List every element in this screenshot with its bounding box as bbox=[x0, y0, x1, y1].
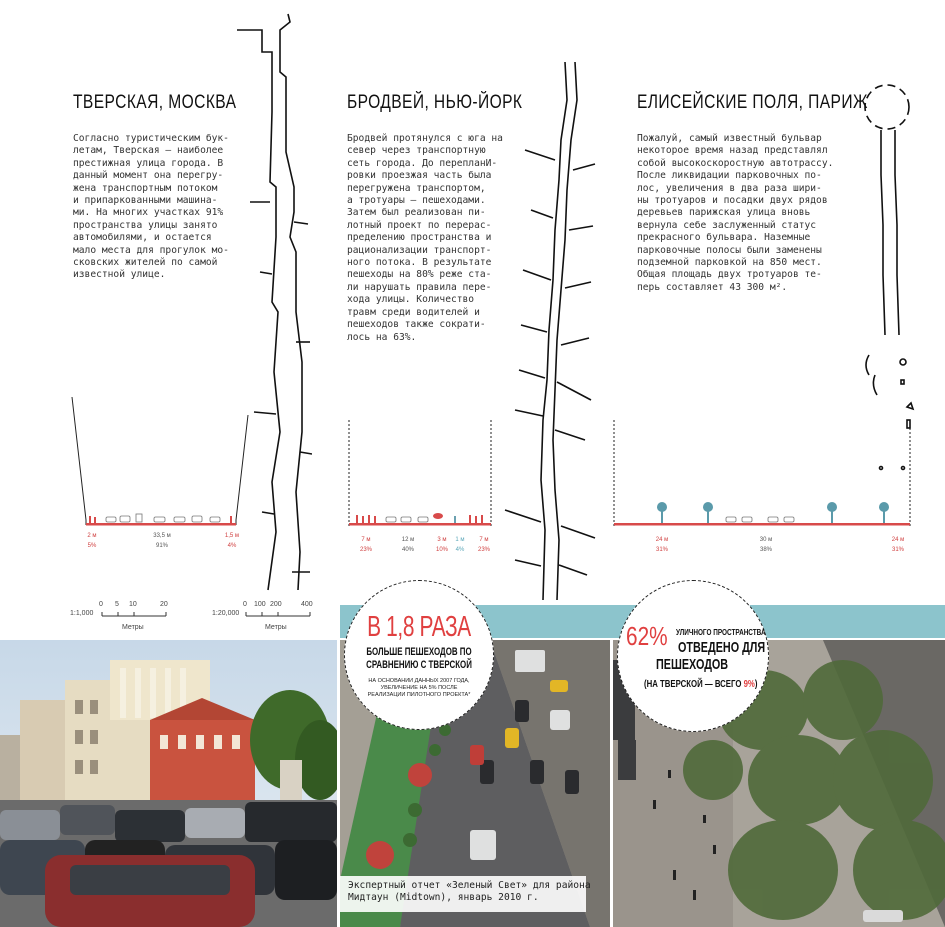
broadway-w2: 12 м bbox=[401, 537, 415, 543]
scale1-unit: Метры bbox=[122, 624, 144, 631]
scale2-unit: Метры bbox=[265, 624, 287, 631]
callout-broadway-note: НА ОСНОВАНИИ ДАННЫХ 2007 ГОДА, УВЕЛИЧЕНИЕ НА 5% ПОСЛЕ РЕАЛИЗАЦИИ ПИЛОТНОГО ПРОЕКТА* bbox=[367, 678, 471, 698]
tverskaya-text: Согласно туристическим бук- летам, Тверская – наиболее престижная улица города. В данный момент она перегру- жена транспортным потоком и припаркованными машина- ми. На многих участках 91% пространства улицы занято автомобилями, и остается мало места для прогулок мо- сковских жителей по самой известной улице. bbox=[73, 133, 229, 281]
callout-champs-note-pre: (НА ТВЕРСКОЙ — ВСЕГО bbox=[644, 679, 744, 690]
callout-broadway bbox=[344, 580, 494, 730]
scale1-tick-3: 20 bbox=[160, 601, 168, 608]
callout-champs-line3: ПЕШЕХОДОВ bbox=[656, 656, 729, 673]
champs-p2: 38% bbox=[759, 547, 772, 553]
broadway-p1: 23% bbox=[359, 547, 372, 553]
champs-title: ЕЛИСЕЙСКИЕ ПОЛЯ, ПАРИЖ bbox=[637, 92, 868, 113]
callout-champs-big: 62% bbox=[626, 621, 668, 651]
scale1-ratio: 1:1,000 bbox=[70, 610, 94, 617]
tverskaya-w2: 33,5 м bbox=[153, 533, 171, 539]
tverskaya-p3: 4% bbox=[227, 543, 237, 549]
scale2-tick-0: 0 bbox=[243, 601, 247, 608]
tverskaya-title: ТВЕРСКАЯ, МОСКВА bbox=[73, 92, 237, 113]
callout-champs-note-val: 9% bbox=[743, 679, 755, 690]
broadway-w5: 7 м bbox=[479, 537, 489, 543]
champs-text: Пожалуй, самый известный бульвар некоторое время назад представлял собой высокоскоростную автотрассу. После ликвидации парковочных по- лос, увеличения в два раза шири- ны тротуаров и посадки двух рядов деревьев парижская улица вновь вернула себе заслуженный статус прекрасного бульвара. Наземные парковочные полосы были заменены подземной парковкой на 850 мест. Общая площадь двух тротуаров те- перь составляет 43 300 м². bbox=[637, 133, 834, 293]
champs-p3: 31% bbox=[891, 547, 904, 553]
scale2-tick-1: 100 bbox=[254, 601, 266, 608]
champs-w3: 24 м bbox=[891, 537, 905, 543]
callout-champs-line1: УЛИЧНОГО ПРОСТРАНСТВА bbox=[676, 628, 766, 637]
champs-w1: 24 м bbox=[655, 537, 669, 543]
broadway-p2: 40% bbox=[401, 547, 414, 553]
broadway-p5: 23% bbox=[477, 547, 490, 553]
champs-p1: 31% bbox=[655, 547, 668, 553]
callout-broadway-line1: БОЛЬШЕ ПЕШЕХОДОВ ПО bbox=[366, 646, 472, 658]
broadway-section-diagram bbox=[344, 415, 504, 535]
callout-broadway-big: В 1,8 РАЗА bbox=[367, 611, 471, 643]
callout-champs-note-post: ) bbox=[754, 679, 758, 690]
scale2-ratio: 1:20,000 bbox=[212, 610, 240, 617]
broadway-photo-caption: Экспертный отчет «Зеленый Свет» для района Мидтаун (Midtown), январь 2010 г. bbox=[340, 876, 586, 912]
tverskaya-w3: 1,5 м bbox=[224, 533, 240, 539]
broadway-w3: 3 м bbox=[437, 537, 447, 543]
callout-broadway-line2: СРАВНЕНИЮ С ТВЕРСКОЙ bbox=[366, 659, 472, 671]
scale2-tick-3: 400 bbox=[301, 601, 313, 608]
callout-champs-line2: ОТВЕДЕНО ДЛЯ bbox=[678, 639, 766, 656]
champs-w2: 30 м bbox=[759, 537, 773, 543]
broadway-text: Бродвей протянулся с юга на север через транспортную сеть города. До перепланИ- ровки проезжая часть была перегружена транспортом, а тротуары – пешеходами. Затем был реализован пи- лотный проект по перерас- пределению пространства и рационализации транспорт- ного потока. В результате пешеходы на 80% реже ста- ли нарушать правила пере- хода улицы. Количество травм среди водителей и пешеходов также сократи- лось на 63%. bbox=[347, 133, 503, 343]
tverskaya-p1: 5% bbox=[87, 543, 97, 549]
broadway-w1: 7 м bbox=[361, 537, 371, 543]
scale1-tick-0: 0 bbox=[99, 601, 103, 608]
scale1-tick-1: 5 bbox=[115, 601, 119, 608]
tverskaya-plan-map bbox=[232, 12, 312, 592]
scale2-tick-2: 200 bbox=[270, 601, 282, 608]
tverskaya-w1: 2 м bbox=[87, 533, 97, 539]
broadway-w4: 1 м bbox=[455, 537, 465, 543]
champs-plan-map bbox=[855, 75, 925, 475]
broadway-plan-map bbox=[495, 60, 605, 605]
broadway-title: БРОДВЕЙ, НЬЮ-ЙОРК bbox=[347, 92, 523, 113]
broadway-p3: 10% bbox=[435, 547, 448, 553]
broadway-p4: 4% bbox=[455, 547, 465, 553]
tverskaya-photo bbox=[0, 640, 337, 927]
scale1-tick-2: 10 bbox=[129, 601, 137, 608]
callout-champs bbox=[617, 580, 769, 732]
tverskaya-p2: 91% bbox=[155, 543, 168, 549]
callout-champs-note bbox=[644, 679, 757, 690]
